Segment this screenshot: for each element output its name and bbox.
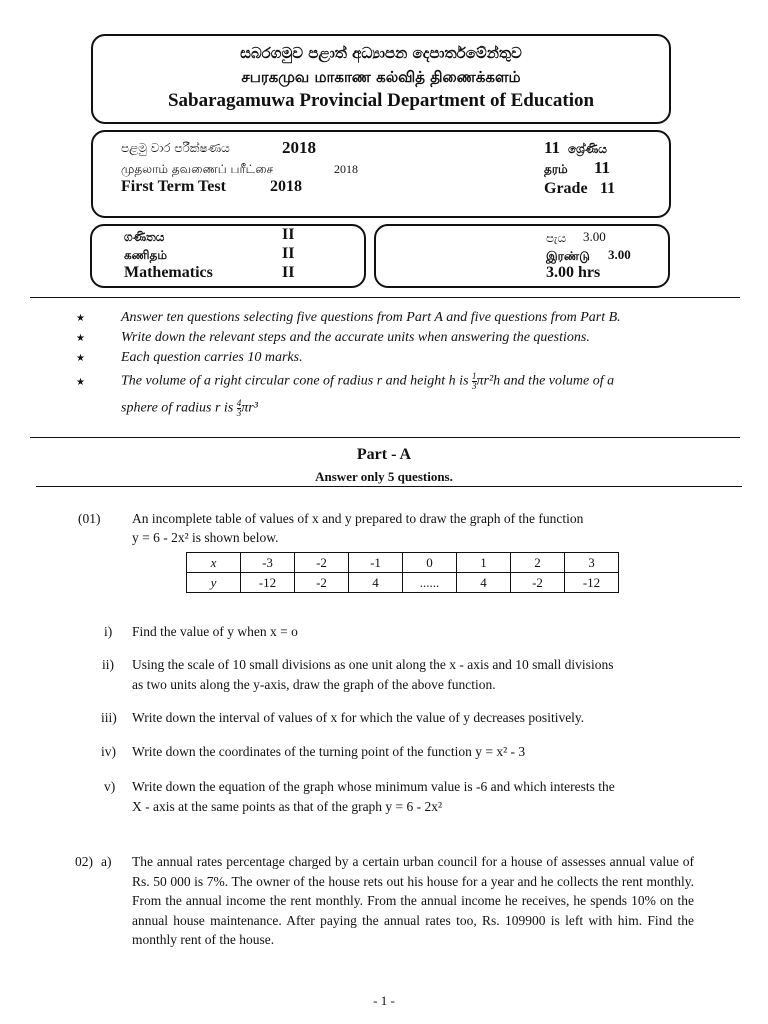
instruction-4-continued: sphere of radius r is $\frac{4}{3}$ πr³ <box>121 398 258 418</box>
grade-label-sinhala: ශ්‍රේණිය <box>568 142 607 156</box>
part-text: Write down the coordinates of the turning point of the function y = x² - 3 <box>132 744 526 759</box>
time-value-tamil: 3.00 <box>608 247 631 262</box>
divider-top <box>30 297 740 298</box>
department-name-sinhala: සබරගමුව පළාත් අධ්‍යාපන දෙපාර්තමේන්තුව <box>240 44 522 62</box>
part-text-continued: X - axis at the same points as that of the graph y = 6 - 2x² <box>132 799 443 814</box>
table-row <box>187 553 619 573</box>
values-table <box>186 552 619 593</box>
part-label: i) <box>104 624 113 639</box>
divider-part-a <box>36 486 742 487</box>
test-year-english: 2018 <box>270 178 302 195</box>
bullet-icon: ★ <box>76 377 85 388</box>
grade-number-english: 11 <box>600 180 616 197</box>
table-cell: 0 <box>403 553 457 573</box>
part-a-subtitle: Answer only 5 questions. <box>315 469 453 484</box>
paper-number-1: II <box>282 226 295 243</box>
subject-sinhala: ගණිතය <box>124 230 165 244</box>
bullet-icon: ★ <box>76 333 85 344</box>
part-text-continued: as two units along the y-axis, draw the graph of the above function. <box>132 677 496 692</box>
table-cell: 1 <box>457 553 511 573</box>
divider-middle <box>30 437 740 438</box>
paper-number-2: II <box>282 245 295 262</box>
bullet-icon: ★ <box>76 313 85 324</box>
question-2-number: 02) <box>75 854 93 869</box>
grade-label-english: Grade <box>544 180 588 197</box>
table-cell: 2 <box>511 553 565 573</box>
part-text: Write down the interval of values of x for which the value of y decreases positively. <box>132 710 585 725</box>
time-english: 3.00 hrs <box>546 264 601 281</box>
department-name-tamil: சபரகமுவ மாகாண கல்வித் திணைக்களம் <box>241 68 521 86</box>
instruction-2: Write down the relevant steps and the accurate units when answering the questions. <box>121 330 590 345</box>
part-a-title: Part - A <box>356 446 412 463</box>
test-year-tamil: 2018 <box>334 162 358 176</box>
instruction-1: Answer ten questions selecting five questions from Part A and five questions from Part B. <box>121 310 621 325</box>
fraction-four-thirds: $\frac{4}{3}$ <box>236 398 242 418</box>
table-cell: -2 <box>295 573 349 593</box>
question-1-intro: An incomplete table of values of x and y prepared to draw the graph of the function <box>132 511 584 526</box>
part-label: ii) <box>102 657 114 672</box>
table-header-y: y <box>187 573 241 593</box>
table-cell: -2 <box>511 573 565 593</box>
part-label: v) <box>104 779 116 794</box>
page-number: - 1 - <box>373 993 395 1008</box>
subject-english: Mathematics <box>124 264 213 281</box>
fraction-one-third: $\frac{1}{3}$ <box>472 371 477 391</box>
part-text: Using the scale of 10 small divisions as one unit along the x - axis and 10 small divisions <box>132 657 614 672</box>
test-name-english: First Term Test <box>121 178 226 195</box>
table-cell: -12 <box>565 573 619 593</box>
table-cell: ...... <box>403 573 457 593</box>
part-label: iii) <box>101 710 117 725</box>
bullet-icon: ★ <box>76 353 85 364</box>
question-2-part: a) <box>101 854 112 869</box>
table-header-x: x <box>187 553 241 573</box>
table-cell: -12 <box>241 573 295 593</box>
instruction-4: The volume of a right circular cone of radius r and height h is $\frac{1}{3}$ πr²h and the volume of a <box>121 371 615 391</box>
paper-number-3: II <box>282 264 295 281</box>
instruction-3: Each question carries 10 marks. <box>121 350 303 365</box>
time-label-sinhala: පැය <box>546 231 567 245</box>
question-1-function: y = 6 - 2x² is shown below. <box>132 530 279 545</box>
table-cell: 3 <box>565 553 619 573</box>
test-name-sinhala: පළමු වාර පරීක්ෂණය <box>121 141 230 155</box>
part-text: Write down the equation of the graph whose minimum value is -6 and which interests the <box>132 779 615 794</box>
grade-label-tamil: தரம் <box>544 162 568 176</box>
part-label: iv) <box>101 744 116 759</box>
table-cell: -1 <box>349 553 403 573</box>
time-value-sinhala: 3.00 <box>583 229 606 244</box>
table-cell: -2 <box>295 553 349 573</box>
question-2-text: The annual rates percentage charged by a certain urban council for a house of assesses annual value of Rs. 50 000 is 7%. The owner of the house rets out his house for a year and he collects the rent monthly. From the annual income the rent monthly. From the annual income he receives, he spends 10% on the annual house maintenance. After paying the annual rates too, Rs. 109900 is left with him. Find the monthly rent of the house. <box>132 854 694 947</box>
time-label-tamil: இரண்டு <box>546 249 590 263</box>
test-name-tamil: முதலாம் தவணைப் பரீட்சை <box>121 162 274 176</box>
question-1-number: (01) <box>78 511 101 526</box>
grade-number-sinhala: 11 <box>544 138 561 157</box>
table-cell: 4 <box>349 573 403 593</box>
table-row <box>187 573 619 593</box>
department-name-english: Sabaragamuwa Provincial Department of Education <box>167 90 595 111</box>
table-cell: 4 <box>457 573 511 593</box>
table-cell: -3 <box>241 553 295 573</box>
grade-number-tamil: 11 <box>594 158 611 177</box>
test-year-sinhala: 2018 <box>282 138 316 157</box>
subject-tamil: கணிதம் <box>124 248 167 262</box>
part-text: Find the value of y when x = o <box>132 624 298 639</box>
